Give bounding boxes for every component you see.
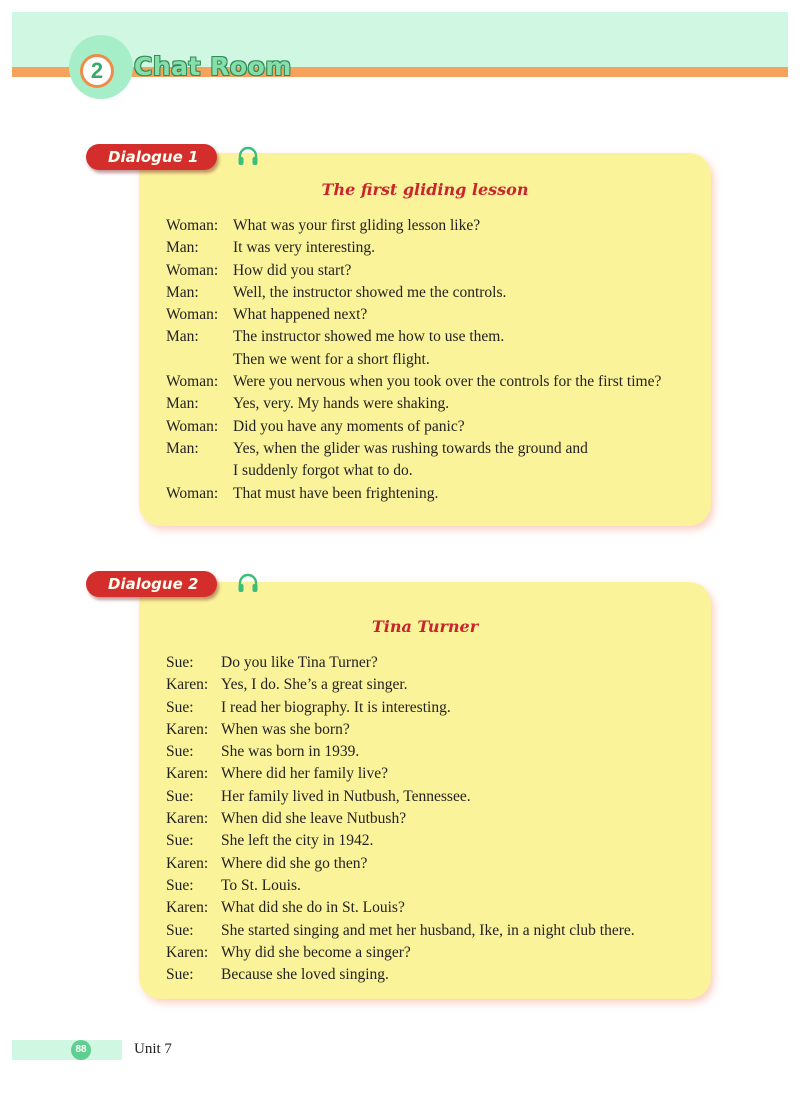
line-text: What did she do in St. Louis? bbox=[221, 899, 405, 917]
dialogue-line bbox=[166, 237, 661, 259]
line-text: Why did she become a singer? bbox=[221, 943, 411, 961]
dialogue-1-tab: Dialogue 1 bbox=[86, 144, 217, 170]
dialogue-line bbox=[166, 786, 635, 808]
dialogue-line bbox=[166, 483, 661, 505]
dialogue-1-lines bbox=[166, 215, 661, 505]
dialogue-line bbox=[166, 741, 635, 763]
line-text: Did you have any moments of panic? bbox=[233, 417, 465, 435]
line-text: She started singing and met her husband, Ike, in a night club there. bbox=[221, 921, 635, 939]
line-text: What was your first gliding lesson like? bbox=[233, 217, 481, 234]
speaker-label: Man: bbox=[166, 328, 199, 346]
line-text: When was she born? bbox=[221, 720, 350, 738]
dialogue-2-title: Tina Turner bbox=[371, 617, 479, 636]
line-text: To St. Louis. bbox=[221, 876, 301, 894]
line-text: When did she leave Nutbush? bbox=[221, 810, 407, 828]
speaker-label: Karen: bbox=[166, 720, 209, 738]
speaker-label: Sue: bbox=[166, 921, 194, 939]
dialogue-line bbox=[166, 371, 661, 393]
dialogue-line bbox=[166, 304, 661, 326]
line-text: What happened next? bbox=[233, 306, 368, 324]
speaker-label: Woman: bbox=[166, 306, 219, 324]
dialogue-line bbox=[166, 964, 635, 986]
speaker-label: Man: bbox=[166, 239, 199, 257]
speaker-label: Woman: bbox=[166, 417, 219, 435]
speaker-label: Karen: bbox=[166, 810, 209, 828]
line-text: Yes, very. My hands were shaking. bbox=[233, 395, 450, 413]
speaker-label: Karen: bbox=[166, 765, 209, 783]
speaker-label: Sue: bbox=[166, 654, 194, 671]
line-text: I read her biography. It is interesting. bbox=[221, 698, 451, 716]
speaker-label: Sue: bbox=[166, 698, 194, 716]
speaker-label: Woman: bbox=[166, 484, 219, 502]
dialogue-line bbox=[166, 215, 661, 237]
dialogue-line bbox=[166, 438, 661, 460]
line-text: Then we went for a short flight. bbox=[233, 350, 430, 368]
line-text: How did you start? bbox=[233, 261, 352, 279]
speaker-label: Karen: bbox=[166, 899, 209, 917]
dialogue-line bbox=[166, 697, 635, 719]
speaker-label: Sue: bbox=[166, 787, 194, 805]
dialogue-1-panel bbox=[139, 153, 711, 526]
unit-label: Unit 7 bbox=[134, 1041, 172, 1057]
line-text: Yes, I do. She’s a great singer. bbox=[221, 676, 408, 694]
dialogue-line bbox=[166, 674, 635, 696]
headphones-icon[interactable] bbox=[237, 146, 259, 166]
section-number-badge: 2 bbox=[80, 54, 114, 88]
line-text: Were you nervous when you took over the controls for the first time? bbox=[233, 373, 662, 391]
line-text: Yes, when the glider was rushing towards the ground and bbox=[233, 439, 588, 457]
speaker-label: Karen: bbox=[166, 854, 209, 872]
dialogue-line bbox=[166, 808, 635, 830]
line-text: Do you like Tina Turner? bbox=[221, 654, 378, 671]
speaker-label: Sue: bbox=[166, 876, 194, 894]
dialogue-line bbox=[166, 875, 635, 897]
line-text: She left the city in 1942. bbox=[221, 832, 374, 850]
dialogue-line bbox=[166, 652, 635, 674]
line-text: Her family lived in Nutbush, Tennessee. bbox=[221, 787, 471, 805]
dialogue-line bbox=[166, 942, 635, 964]
dialogue-line bbox=[166, 853, 635, 875]
dialogue-line bbox=[166, 897, 635, 919]
dialogue-line bbox=[166, 416, 661, 438]
dialogue-2-tab: Dialogue 2 bbox=[86, 571, 217, 597]
speaker-label: Woman: bbox=[166, 373, 219, 391]
speaker-label: Man: bbox=[166, 283, 199, 301]
dialogue-line bbox=[166, 393, 661, 415]
line-text: That must have been frightening. bbox=[233, 484, 439, 502]
dialogue-line bbox=[166, 326, 661, 348]
speaker-label: Sue: bbox=[166, 966, 194, 984]
dialogue-2-lines bbox=[166, 652, 635, 986]
speaker-label: Sue: bbox=[166, 832, 194, 850]
speaker-label: Woman: bbox=[166, 217, 219, 234]
dialogue-line bbox=[166, 920, 635, 942]
line-text: She was born in 1939. bbox=[221, 743, 360, 761]
line-text: I suddenly forgot what to do. bbox=[233, 462, 413, 480]
line-text: The instructor showed me how to use them. bbox=[233, 328, 505, 346]
dialogue-line bbox=[166, 349, 661, 371]
speaker-label: Man: bbox=[166, 395, 199, 413]
line-text: Because she loved singing. bbox=[221, 966, 389, 984]
speaker-label: Sue: bbox=[166, 743, 194, 761]
dialogue-line bbox=[166, 830, 635, 852]
dialogue-line bbox=[166, 260, 661, 282]
dialogue-2-panel bbox=[139, 582, 711, 999]
line-text: Well, the instructor showed me the controls. bbox=[233, 283, 507, 301]
section-title: Chat Room bbox=[134, 52, 292, 81]
dialogue-line bbox=[166, 719, 635, 741]
dialogue-line bbox=[166, 763, 635, 785]
speaker-label: Man: bbox=[166, 439, 199, 457]
dialogue-line bbox=[166, 460, 661, 482]
speaker-label: Karen: bbox=[166, 943, 209, 961]
footer-band bbox=[12, 1040, 122, 1060]
speaker-label: Woman: bbox=[166, 261, 219, 279]
headphones-icon[interactable] bbox=[237, 573, 259, 593]
line-text: Where did she go then? bbox=[221, 854, 368, 872]
page-number-badge: 88 bbox=[71, 1040, 91, 1060]
dialogue-1-title: The first gliding lesson bbox=[321, 180, 529, 199]
line-text: It was very interesting. bbox=[233, 239, 376, 257]
line-text: Where did her family live? bbox=[221, 765, 388, 783]
dialogue-line bbox=[166, 282, 661, 304]
speaker-label: Karen: bbox=[166, 676, 209, 694]
